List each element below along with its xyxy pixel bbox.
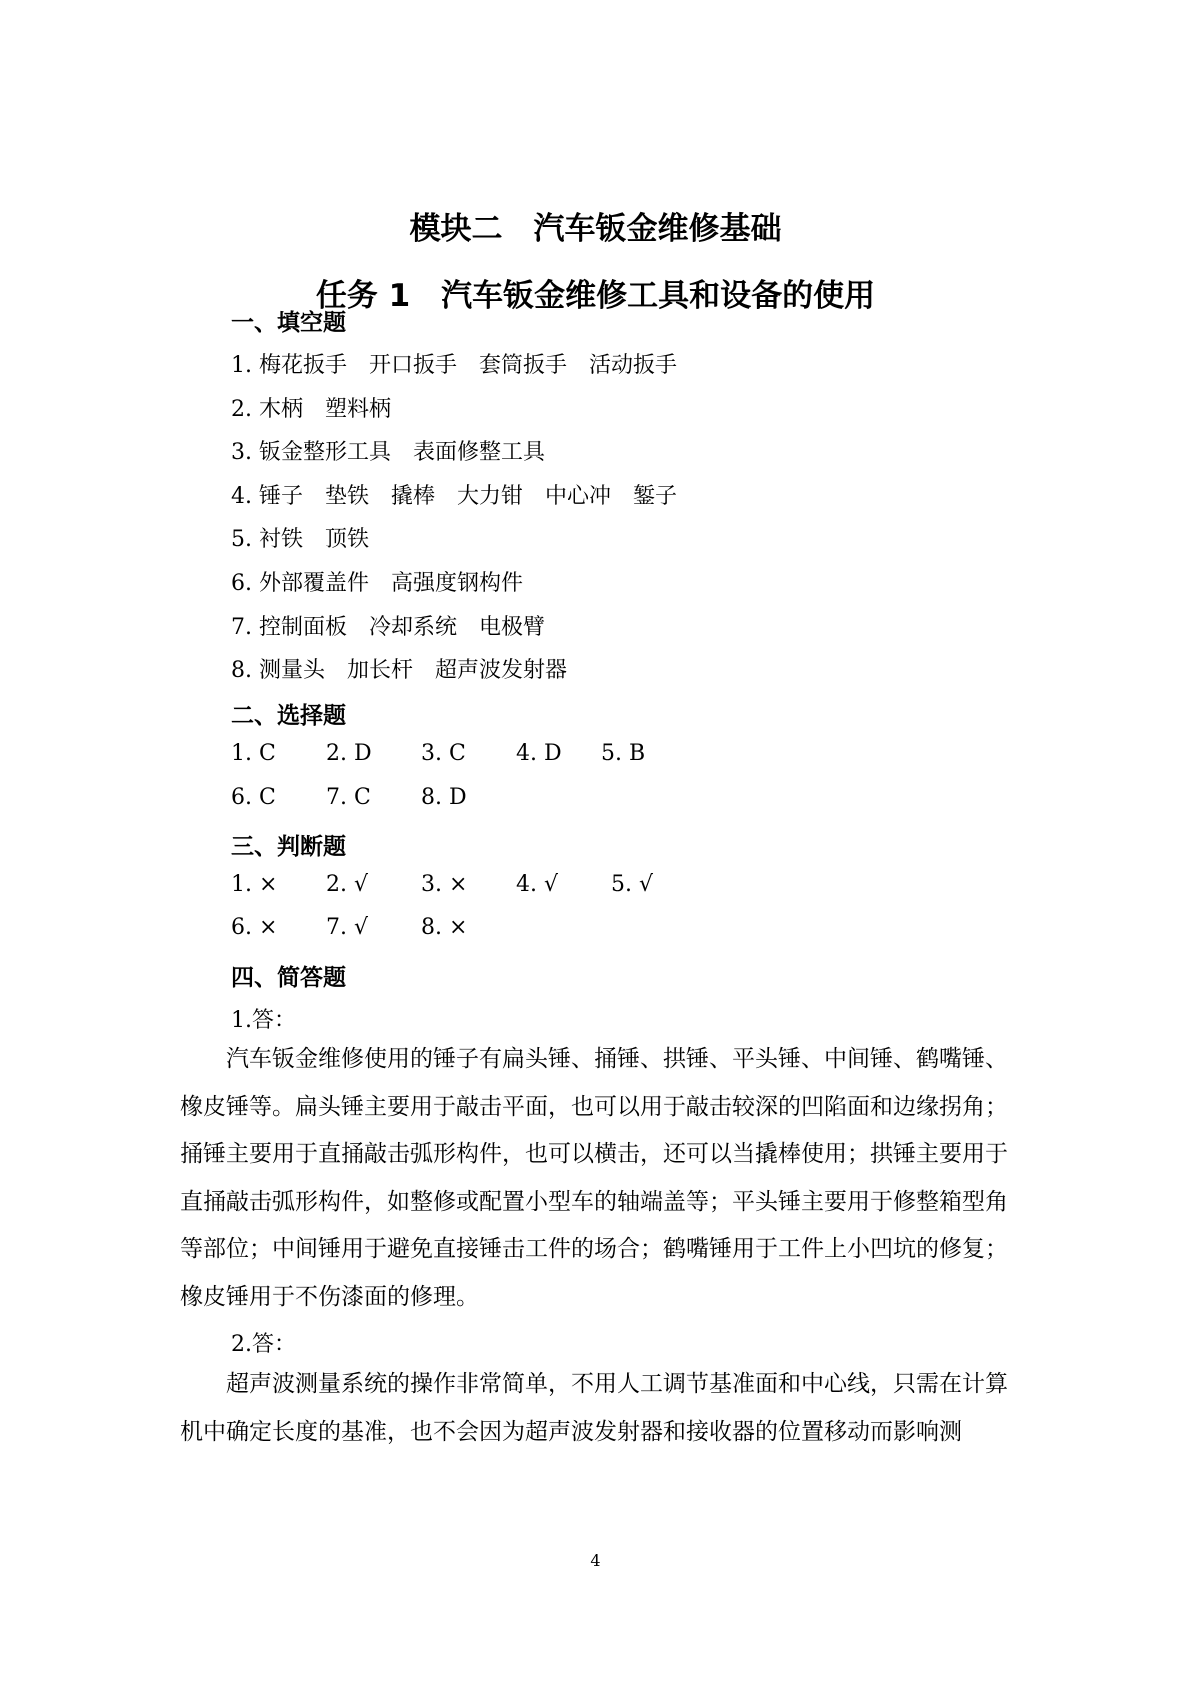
answer-2-text: 超声波测量系统的操作非常简单，不用人工调节基准面和中心线，只需在计算机中确定长度的基准，也不会因为超声波发射器和接收器的位置移动而影响测 (180, 1371, 1008, 1445)
judge-answer: 3. × (421, 872, 468, 897)
answer-1-text: 汽车钣金维修使用的锤子有扁头锤、捅锤、拱锤、平头锤、中间锤、鹤嘴锤、橡皮锤等。扁头锤主要用于敲击平面，也可以用于敲击较深的凹陷面和边缘拐角；捅锤主要用于直捅敲击弧形构件，也可以横击，还可以当撬棒使用；拱锤主要用于直捅敲击弧形构件，如整修或配置小型车的轴端盖等；平头锤主要用于修整箱型角等部位；中间锤用于避免直接锤击工件的场合；鹤嘴锤用于工件上小凹坑的修复；橡皮锤用于不伤漆面的修理。 (180, 1046, 1008, 1310)
page-number: 4 (590, 1551, 601, 1570)
judge-answer: 2. √ (326, 872, 369, 897)
choice-answer: 7. C (326, 785, 371, 810)
choice-answer: 5. B (601, 741, 646, 766)
judge-answer: 8. × (421, 915, 468, 940)
module-title: 模块二 汽车钣金维修基础 (409, 211, 782, 247)
choice-answer: 2. D (326, 741, 372, 766)
fill-answer-5: 5. 衬铁 顶铁 (231, 527, 369, 552)
section-heading-judge: 三、判断题 (231, 834, 346, 860)
fill-answer-1: 1. 梅花扳手 开口扳手 套筒扳手 活动扳手 (231, 353, 677, 378)
judge-answer: 4. √ (516, 872, 559, 897)
fill-answer-4: 4. 锤子 垫铁 撬棒 大力钳 中心冲 錾子 (231, 484, 677, 509)
fill-answer-6: 6. 外部覆盖件 高强度钢构件 (231, 571, 523, 596)
choice-answer: 6. C (231, 785, 276, 810)
fill-answer-7: 7. 控制面板 冷却系统 电极臂 (231, 615, 545, 640)
task-title: 任务 1 汽车钣金维修工具和设备的使用 (315, 278, 876, 314)
answer-1-paragraph (180, 1036, 1015, 1321)
question-1-label: 1.答： (231, 1008, 296, 1033)
fill-answer-8: 8. 测量头 加长杆 超声波发射器 (231, 658, 567, 683)
section-heading-choice: 二、选择题 (231, 703, 346, 729)
question-2-label: 2.答： (231, 1332, 296, 1357)
choice-answer: 4. D (516, 741, 562, 766)
choice-answer: 8. D (421, 785, 467, 810)
choice-answer: 3. C (421, 741, 466, 766)
section-heading-fill-blank: 一、填空题 (231, 310, 346, 336)
judge-answer: 1. × (231, 872, 278, 897)
judge-answer: 7. √ (326, 915, 369, 940)
judge-answer: 5. √ (611, 872, 654, 897)
choice-answer: 1. C (231, 741, 276, 766)
answer-2-paragraph (180, 1361, 1015, 1456)
judge-answer: 6. × (231, 915, 278, 940)
fill-answer-2: 2. 木柄 塑料柄 (231, 397, 391, 422)
section-heading-short-answer: 四、简答题 (231, 965, 346, 991)
fill-answer-3: 3. 钣金整形工具 表面修整工具 (231, 440, 545, 465)
